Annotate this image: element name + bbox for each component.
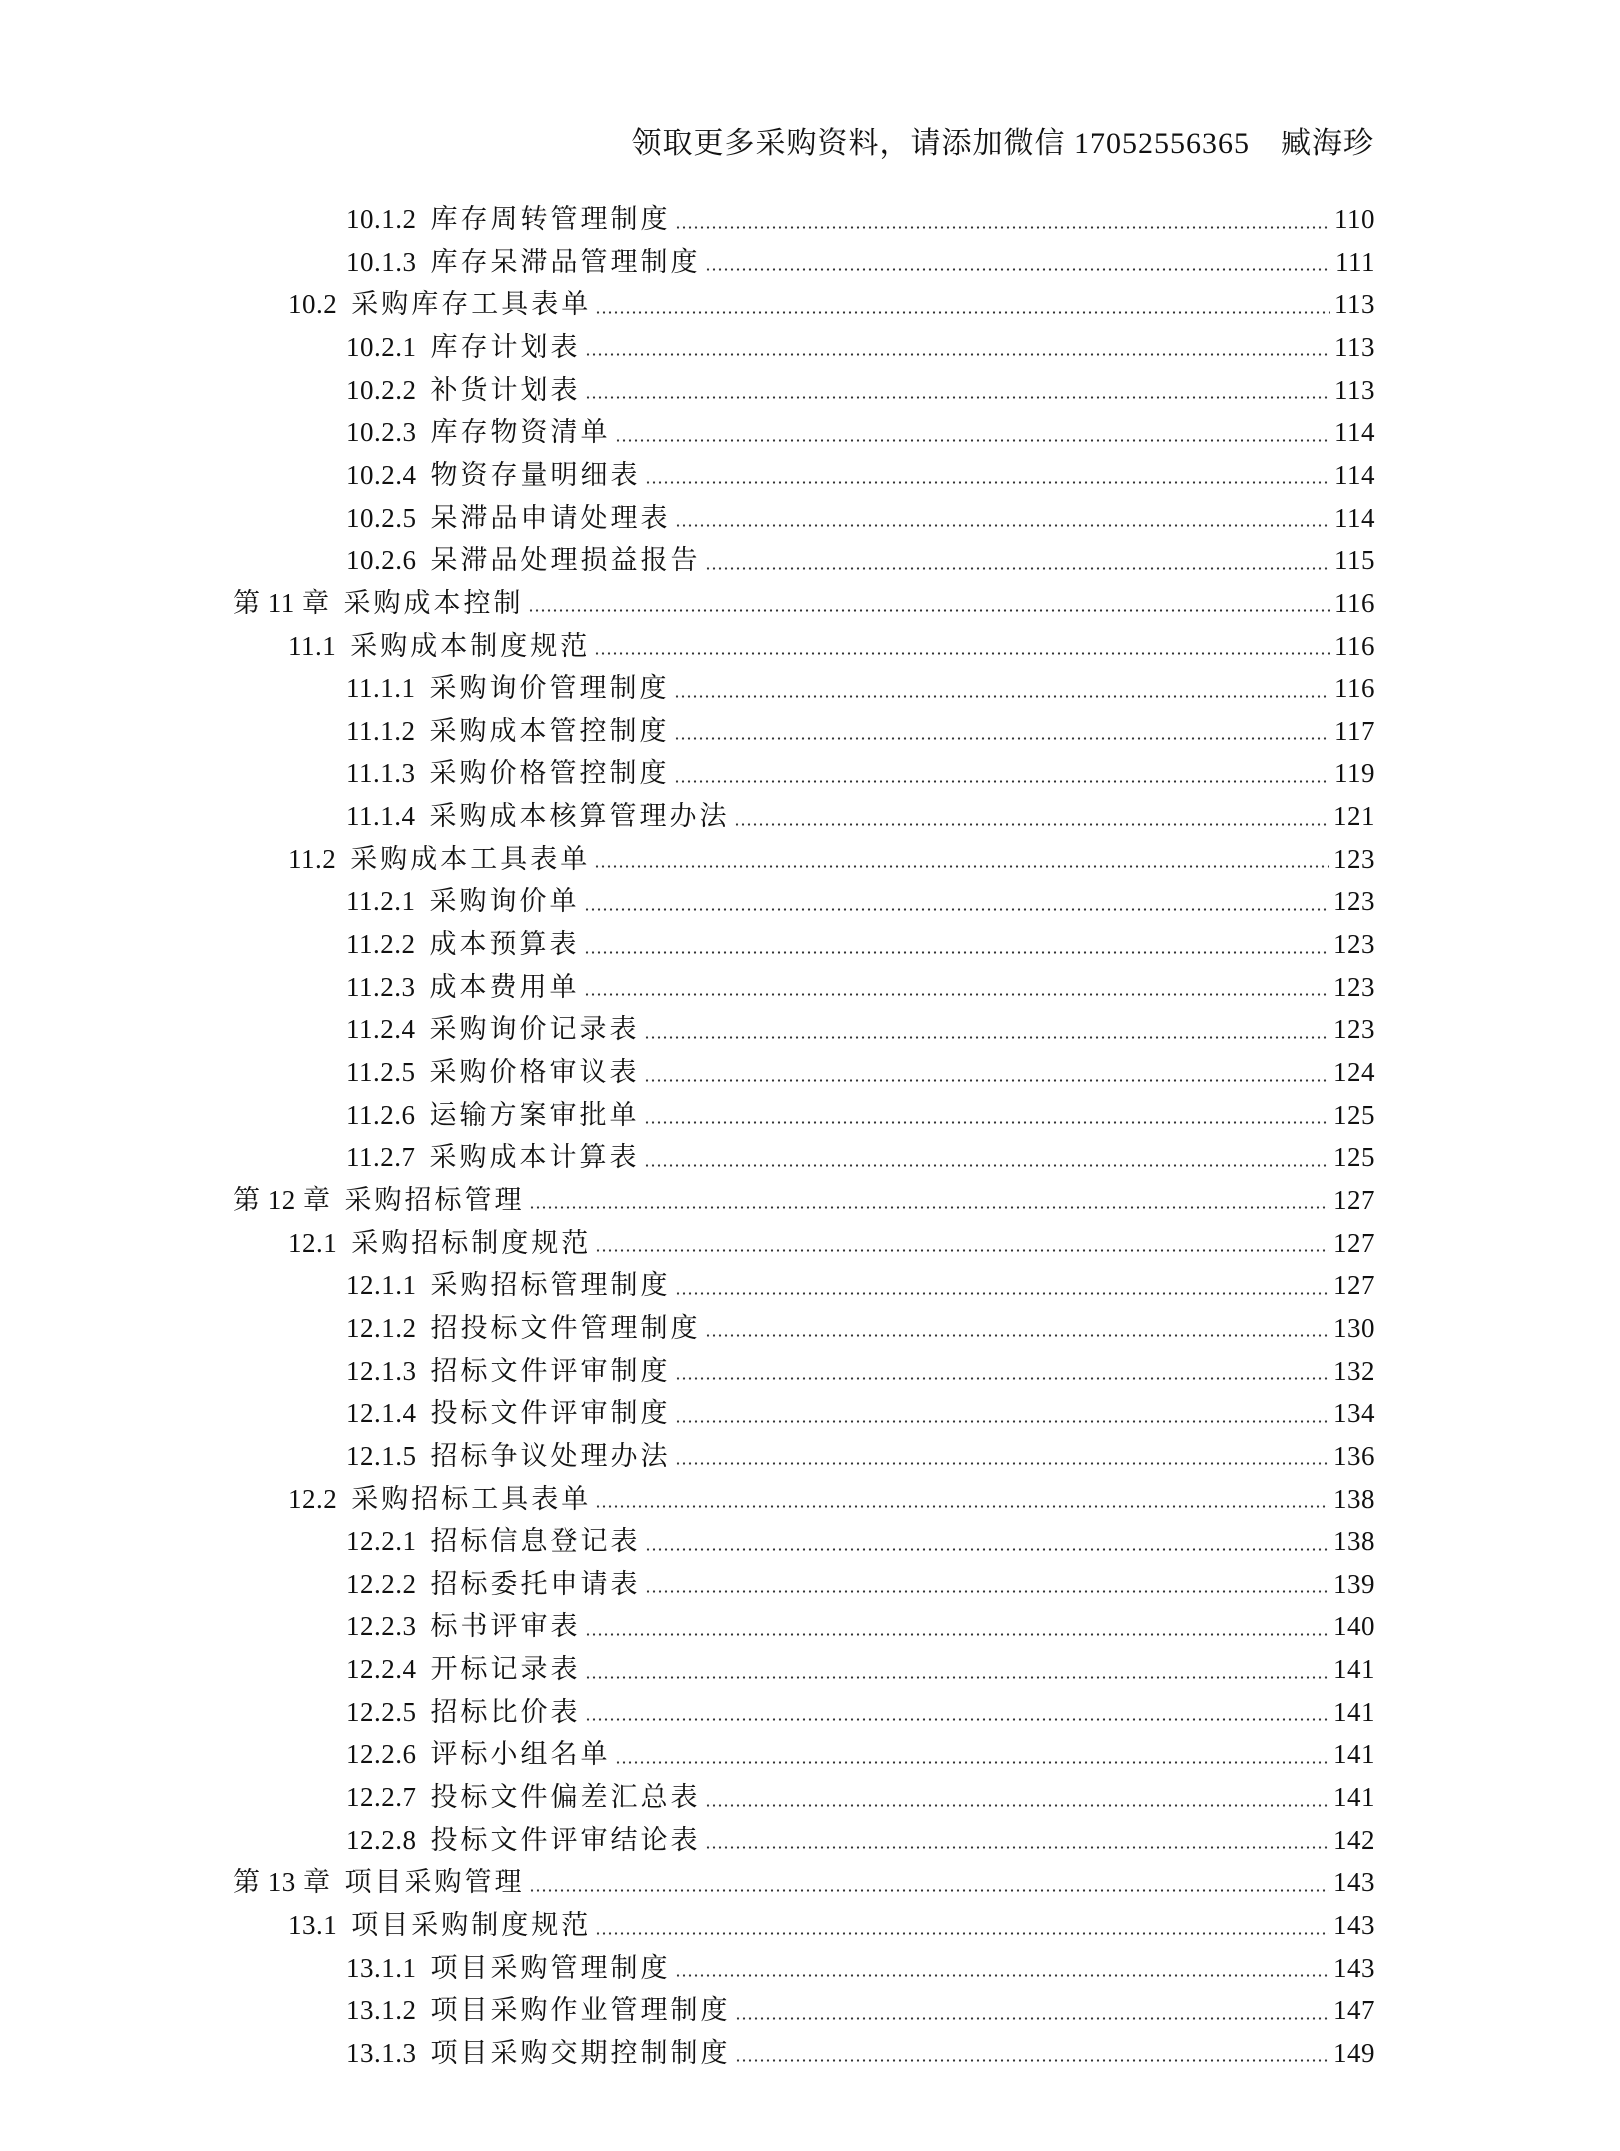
toc-entry[interactable] bbox=[346, 198, 1375, 240]
toc-entry[interactable] bbox=[346, 411, 1375, 453]
dot-leader bbox=[645, 1547, 1330, 1551]
toc-entry-title: 采购询价单 bbox=[429, 886, 580, 917]
toc-entry-number: 10.1.3 bbox=[346, 246, 417, 277]
toc-entry-number: 10.2.1 bbox=[346, 331, 417, 362]
dot-leader bbox=[585, 396, 1331, 400]
toc-entry-title: 评标小组名单 bbox=[430, 1739, 611, 1770]
toc-entry[interactable] bbox=[346, 1307, 1375, 1349]
toc-entry-number: 12.2.6 bbox=[346, 1739, 417, 1770]
toc-entry-page-number: 123 bbox=[1333, 1014, 1375, 1045]
toc-entry-page-number: 127 bbox=[1333, 1184, 1375, 1215]
toc-entry[interactable] bbox=[288, 625, 1375, 667]
toc-entry-title: 库存计划表 bbox=[430, 331, 581, 362]
toc-entry-title: 库存周转管理制度 bbox=[430, 204, 671, 234]
toc-entry-page-number: 138 bbox=[1333, 1526, 1375, 1557]
toc-entry-title: 采购成本控制 bbox=[343, 587, 524, 618]
toc-entry-number: 11.1.3 bbox=[346, 758, 416, 789]
toc-entry-page-number: 114 bbox=[1334, 459, 1375, 490]
toc-entry-page-number: 142 bbox=[1333, 1824, 1375, 1855]
toc-entry-number: 11.2.7 bbox=[346, 1142, 416, 1173]
toc-entry-title: 采购成本核算管理办法 bbox=[429, 801, 730, 832]
toc-entry-title: 采购招标制度规范 bbox=[351, 1227, 592, 1258]
toc-entry-page-number: 115 bbox=[1334, 545, 1375, 576]
toc-entry[interactable] bbox=[346, 454, 1375, 496]
dot-leader bbox=[705, 268, 1332, 272]
toc-entry-number: 13.1.2 bbox=[346, 1995, 417, 2026]
dot-leader bbox=[675, 1974, 1330, 1978]
toc-entry[interactable] bbox=[346, 1350, 1375, 1392]
toc-entry-number: 11.2.2 bbox=[346, 929, 416, 960]
toc-entry-title: 招标文件评审制度 bbox=[430, 1355, 671, 1386]
toc-entry-page-number: 127 bbox=[1333, 1227, 1375, 1258]
toc-entry[interactable] bbox=[346, 752, 1375, 794]
toc-entry-page-number: 123 bbox=[1333, 886, 1375, 917]
toc-entry-title: 标书评审表 bbox=[430, 1611, 581, 1642]
toc-entry-title: 采购价格管控制度 bbox=[429, 758, 670, 789]
dot-leader bbox=[705, 1846, 1330, 1850]
dot-leader bbox=[584, 993, 1330, 997]
toc-entry[interactable] bbox=[346, 1776, 1375, 1818]
toc-entry[interactable] bbox=[346, 1136, 1375, 1178]
dot-leader bbox=[644, 1035, 1330, 1039]
toc-entry[interactable] bbox=[233, 582, 1375, 624]
toc-entry-title: 招标争议处理办法 bbox=[430, 1440, 671, 1471]
toc-entry-title: 采购成本计算表 bbox=[429, 1142, 640, 1173]
dot-leader bbox=[645, 1590, 1330, 1594]
toc-entry-page-number: 110 bbox=[1334, 204, 1375, 234]
toc-entry-title: 采购价格审议表 bbox=[429, 1057, 640, 1087]
toc-entry-number: 11.1.2 bbox=[346, 715, 416, 746]
dot-leader bbox=[734, 822, 1330, 826]
toc-entry-number: 12.2 bbox=[288, 1483, 338, 1514]
toc-entry-page-number: 121 bbox=[1333, 801, 1375, 832]
toc-entry[interactable] bbox=[346, 1691, 1375, 1733]
toc-entry-page-number: 114 bbox=[1334, 502, 1375, 533]
toc-entry[interactable] bbox=[346, 2032, 1375, 2074]
dot-leader bbox=[594, 652, 1330, 656]
dot-leader bbox=[675, 225, 1331, 229]
toc-entry-title: 项目采购作业管理制度 bbox=[430, 1995, 731, 2026]
toc-entry-number: 13.1.3 bbox=[346, 2037, 417, 2068]
toc-entry[interactable] bbox=[346, 1989, 1375, 2031]
dot-leader bbox=[615, 438, 1331, 442]
toc-entry-number: 11.2 bbox=[288, 843, 337, 874]
toc-entry-page-number: 143 bbox=[1333, 1952, 1375, 1983]
toc-entry-page-number: 147 bbox=[1333, 1995, 1375, 2026]
toc-entry-page-number: 141 bbox=[1333, 1782, 1375, 1813]
toc-entry-number: 11.2.3 bbox=[346, 971, 416, 1002]
toc-entry-page-number: 113 bbox=[1334, 331, 1375, 362]
toc-entry[interactable] bbox=[288, 1478, 1375, 1520]
toc-entry[interactable] bbox=[346, 1648, 1375, 1690]
dot-leader bbox=[675, 524, 1331, 528]
dot-leader bbox=[675, 1291, 1330, 1295]
toc-entry-number: 11.1.1 bbox=[346, 673, 416, 704]
dot-leader bbox=[528, 609, 1331, 613]
dot-leader bbox=[529, 1206, 1330, 1210]
toc-entry-number: 10.2.3 bbox=[346, 417, 417, 448]
dot-leader bbox=[595, 1249, 1329, 1253]
toc-entry-page-number: 138 bbox=[1333, 1483, 1375, 1514]
toc-entry-title: 采购成本管控制度 bbox=[429, 715, 670, 746]
toc-entry-title: 物资存量明细表 bbox=[430, 459, 641, 490]
dot-leader bbox=[615, 1760, 1330, 1764]
toc-entry-number: 12.2.4 bbox=[346, 1654, 417, 1685]
toc-entry-page-number: 111 bbox=[1335, 246, 1375, 277]
toc-entry[interactable] bbox=[346, 1392, 1375, 1434]
toc-entry-number: 12.2.2 bbox=[346, 1568, 417, 1599]
dot-leader bbox=[585, 1675, 1330, 1679]
page-header: 领取更多采购资料，请添加微信 17052556365 臧海珍 bbox=[631, 127, 1374, 160]
toc-entry-page-number: 141 bbox=[1333, 1696, 1375, 1727]
toc-entry-page-number: 123 bbox=[1333, 929, 1375, 960]
toc-entry[interactable] bbox=[288, 838, 1375, 880]
dot-leader bbox=[735, 2059, 1330, 2063]
toc-entry-number: 12.2.1 bbox=[346, 1526, 417, 1557]
toc-entry-page-number: 136 bbox=[1333, 1440, 1375, 1471]
toc-entry-number: 10.2.4 bbox=[346, 459, 417, 490]
toc-entry[interactable] bbox=[346, 1819, 1375, 1861]
toc-entry-page-number: 116 bbox=[1334, 673, 1375, 704]
toc-entry-number: 10.2.2 bbox=[346, 374, 417, 405]
toc-entry-number: 第 13 章 bbox=[233, 1867, 331, 1898]
toc-entry-title: 采购招标管理制度 bbox=[430, 1270, 671, 1301]
dot-leader bbox=[675, 1462, 1330, 1466]
toc-entry[interactable] bbox=[346, 710, 1375, 752]
toc-entry-page-number: 143 bbox=[1333, 1910, 1375, 1940]
toc-entry-title: 招投标文件管理制度 bbox=[430, 1312, 701, 1343]
toc-entry[interactable] bbox=[346, 1264, 1375, 1306]
dot-leader bbox=[584, 907, 1330, 911]
dot-leader bbox=[674, 737, 1331, 741]
toc-entry-number: 11.2.5 bbox=[346, 1057, 416, 1087]
toc-entry-title: 采购库存工具表单 bbox=[351, 289, 592, 320]
toc-entry-page-number: 130 bbox=[1333, 1312, 1375, 1343]
toc-entry[interactable] bbox=[346, 1563, 1375, 1605]
toc-entry-title: 采购询价记录表 bbox=[429, 1014, 640, 1045]
dot-leader bbox=[585, 353, 1331, 357]
dot-leader bbox=[594, 865, 1329, 869]
toc-entry-title: 投标文件评审结论表 bbox=[430, 1824, 701, 1855]
toc-entry-page-number: 116 bbox=[1334, 630, 1375, 661]
toc-entry-number: 第 11 章 bbox=[233, 587, 330, 618]
dot-leader bbox=[595, 1505, 1329, 1509]
toc-entry-page-number: 141 bbox=[1333, 1654, 1375, 1685]
toc-entry[interactable] bbox=[346, 1094, 1375, 1136]
toc-entry-page-number: 139 bbox=[1333, 1568, 1375, 1599]
toc-entry-number: 第 12 章 bbox=[233, 1184, 331, 1215]
toc-entry-page-number: 125 bbox=[1333, 1099, 1375, 1130]
toc-entry-page-number: 116 bbox=[1334, 587, 1375, 618]
dot-leader bbox=[585, 1632, 1330, 1636]
toc-entry-title: 招标比价表 bbox=[430, 1696, 581, 1727]
toc-entry-title: 投标文件偏差汇总表 bbox=[430, 1782, 701, 1813]
toc-entry[interactable] bbox=[346, 923, 1375, 965]
toc-entry-number: 12.2.7 bbox=[346, 1782, 417, 1813]
toc-entry[interactable] bbox=[346, 1435, 1375, 1477]
toc-entry-number: 11.1 bbox=[288, 630, 337, 661]
dot-leader bbox=[644, 1163, 1330, 1167]
toc-entry-title: 采购成本制度规范 bbox=[350, 630, 591, 661]
toc-entry-page-number: 119 bbox=[1334, 758, 1375, 789]
toc-entry[interactable] bbox=[346, 539, 1375, 581]
toc-entry-number: 11.2.4 bbox=[346, 1014, 416, 1045]
toc-entry-title: 项目采购交期控制制度 bbox=[430, 2037, 731, 2068]
toc-entry[interactable] bbox=[346, 667, 1375, 709]
toc-entry-title: 呆滞品申请处理表 bbox=[430, 502, 671, 533]
dot-leader bbox=[675, 1419, 1330, 1423]
toc-entry-page-number: 140 bbox=[1333, 1611, 1375, 1642]
toc-entry-title: 采购招标工具表单 bbox=[351, 1483, 592, 1514]
toc-entry-title: 开标记录表 bbox=[430, 1654, 581, 1685]
toc-entry-title: 采购询价管理制度 bbox=[429, 673, 670, 704]
dot-leader bbox=[529, 1888, 1330, 1892]
toc-entry-number: 12.1.3 bbox=[346, 1355, 417, 1386]
toc-entry[interactable] bbox=[346, 1051, 1375, 1093]
toc-entry[interactable] bbox=[288, 283, 1375, 325]
toc-entry-page-number: 123 bbox=[1333, 971, 1375, 1002]
toc-entry[interactable] bbox=[233, 1179, 1375, 1221]
toc-entry-title: 呆滞品处理损益报告 bbox=[430, 545, 701, 576]
toc-entry-page-number: 113 bbox=[1334, 374, 1375, 405]
toc-entry-page-number: 141 bbox=[1333, 1739, 1375, 1770]
toc-entry-page-number: 123 bbox=[1333, 843, 1375, 874]
toc-entry-page-number: 125 bbox=[1333, 1142, 1375, 1173]
toc-entry[interactable] bbox=[346, 966, 1375, 1008]
toc-entry-number: 12.2.3 bbox=[346, 1611, 417, 1642]
toc-entry-page-number: 134 bbox=[1333, 1398, 1375, 1429]
toc-entry-number: 12.1.2 bbox=[346, 1312, 417, 1343]
toc-entry[interactable] bbox=[346, 1605, 1375, 1647]
toc-entry-title: 库存呆滞品管理制度 bbox=[430, 246, 701, 277]
toc-entry-page-number: 143 bbox=[1333, 1867, 1375, 1898]
toc-entry-number: 13.1.1 bbox=[346, 1952, 417, 1983]
toc-entry-title: 采购成本工具表单 bbox=[350, 843, 591, 874]
toc-entry[interactable] bbox=[346, 326, 1375, 368]
dot-leader bbox=[644, 1121, 1330, 1125]
toc-entry-page-number: 114 bbox=[1334, 417, 1375, 448]
dot-leader bbox=[705, 1803, 1330, 1807]
toc-entry-number: 10.2.6 bbox=[346, 545, 417, 576]
toc-entry-number: 12.2.8 bbox=[346, 1824, 417, 1855]
toc-entry[interactable] bbox=[346, 497, 1375, 539]
dot-leader bbox=[644, 1078, 1330, 1082]
toc-entry-number: 12.1 bbox=[288, 1227, 338, 1258]
toc-entry[interactable] bbox=[346, 1520, 1375, 1562]
toc-entry-page-number: 132 bbox=[1333, 1355, 1375, 1386]
toc-entry-number: 11.2.1 bbox=[346, 886, 416, 917]
dot-leader bbox=[674, 779, 1331, 783]
toc-entry[interactable] bbox=[346, 241, 1375, 283]
toc-entry[interactable] bbox=[346, 1947, 1375, 1989]
dot-leader bbox=[705, 566, 1331, 570]
toc-entry[interactable] bbox=[346, 369, 1375, 411]
toc-entry-title: 项目采购制度规范 bbox=[351, 1910, 592, 1940]
toc-entry[interactable] bbox=[346, 1008, 1375, 1050]
toc-entry-title: 库存物资清单 bbox=[430, 417, 611, 448]
toc-entry[interactable] bbox=[346, 795, 1375, 837]
toc-entry-page-number: 149 bbox=[1333, 2037, 1375, 2068]
toc-entry[interactable] bbox=[346, 880, 1375, 922]
toc-entry-title: 项目采购管理 bbox=[344, 1867, 525, 1898]
toc-entry-title: 招标委托申请表 bbox=[430, 1568, 641, 1599]
dot-leader bbox=[595, 310, 1330, 314]
toc-entry-number: 12.1.4 bbox=[346, 1398, 417, 1429]
dot-leader bbox=[705, 1334, 1330, 1338]
toc-entry-title: 项目采购管理制度 bbox=[430, 1952, 671, 1983]
toc-entry-title: 运输方案审批单 bbox=[429, 1099, 640, 1130]
dot-leader bbox=[645, 481, 1331, 485]
toc-entry[interactable] bbox=[288, 1222, 1375, 1264]
toc-entry-number: 11.2.6 bbox=[346, 1099, 416, 1130]
toc-entry-page-number: 113 bbox=[1334, 289, 1375, 320]
toc-entry-title: 成本费用单 bbox=[429, 971, 580, 1002]
dot-leader bbox=[595, 1931, 1329, 1935]
toc-entry-number: 12.1.5 bbox=[346, 1440, 417, 1471]
toc-entry-title: 投标文件评审制度 bbox=[430, 1398, 671, 1429]
toc-entry-number: 10.1.2 bbox=[346, 204, 417, 234]
toc-entry-number: 10.2 bbox=[288, 289, 338, 320]
toc-entry-number: 11.1.4 bbox=[346, 801, 416, 832]
toc-entry-title: 招标信息登记表 bbox=[430, 1526, 641, 1557]
toc-entry[interactable] bbox=[346, 1733, 1375, 1775]
dot-leader bbox=[675, 1377, 1330, 1381]
dot-leader bbox=[674, 694, 1331, 698]
toc-entry-number: 12.2.5 bbox=[346, 1696, 417, 1727]
toc-entry-number: 10.2.5 bbox=[346, 502, 417, 533]
toc-entry-title: 采购招标管理 bbox=[344, 1184, 525, 1215]
toc-entry-number: 12.1.1 bbox=[346, 1270, 417, 1301]
toc-entry-title: 成本预算表 bbox=[429, 929, 580, 960]
dot-leader bbox=[584, 950, 1330, 954]
toc-entry-page-number: 127 bbox=[1333, 1270, 1375, 1301]
toc-entry-page-number: 117 bbox=[1334, 715, 1375, 746]
dot-leader bbox=[585, 1718, 1330, 1722]
toc-entry-title: 补货计划表 bbox=[430, 374, 581, 405]
toc-entry[interactable] bbox=[288, 1904, 1375, 1946]
dot-leader bbox=[735, 2016, 1330, 2020]
toc-entry-page-number: 124 bbox=[1333, 1057, 1375, 1087]
toc-entry[interactable] bbox=[233, 1861, 1375, 1903]
toc-entry-number: 13.1 bbox=[288, 1910, 338, 1940]
